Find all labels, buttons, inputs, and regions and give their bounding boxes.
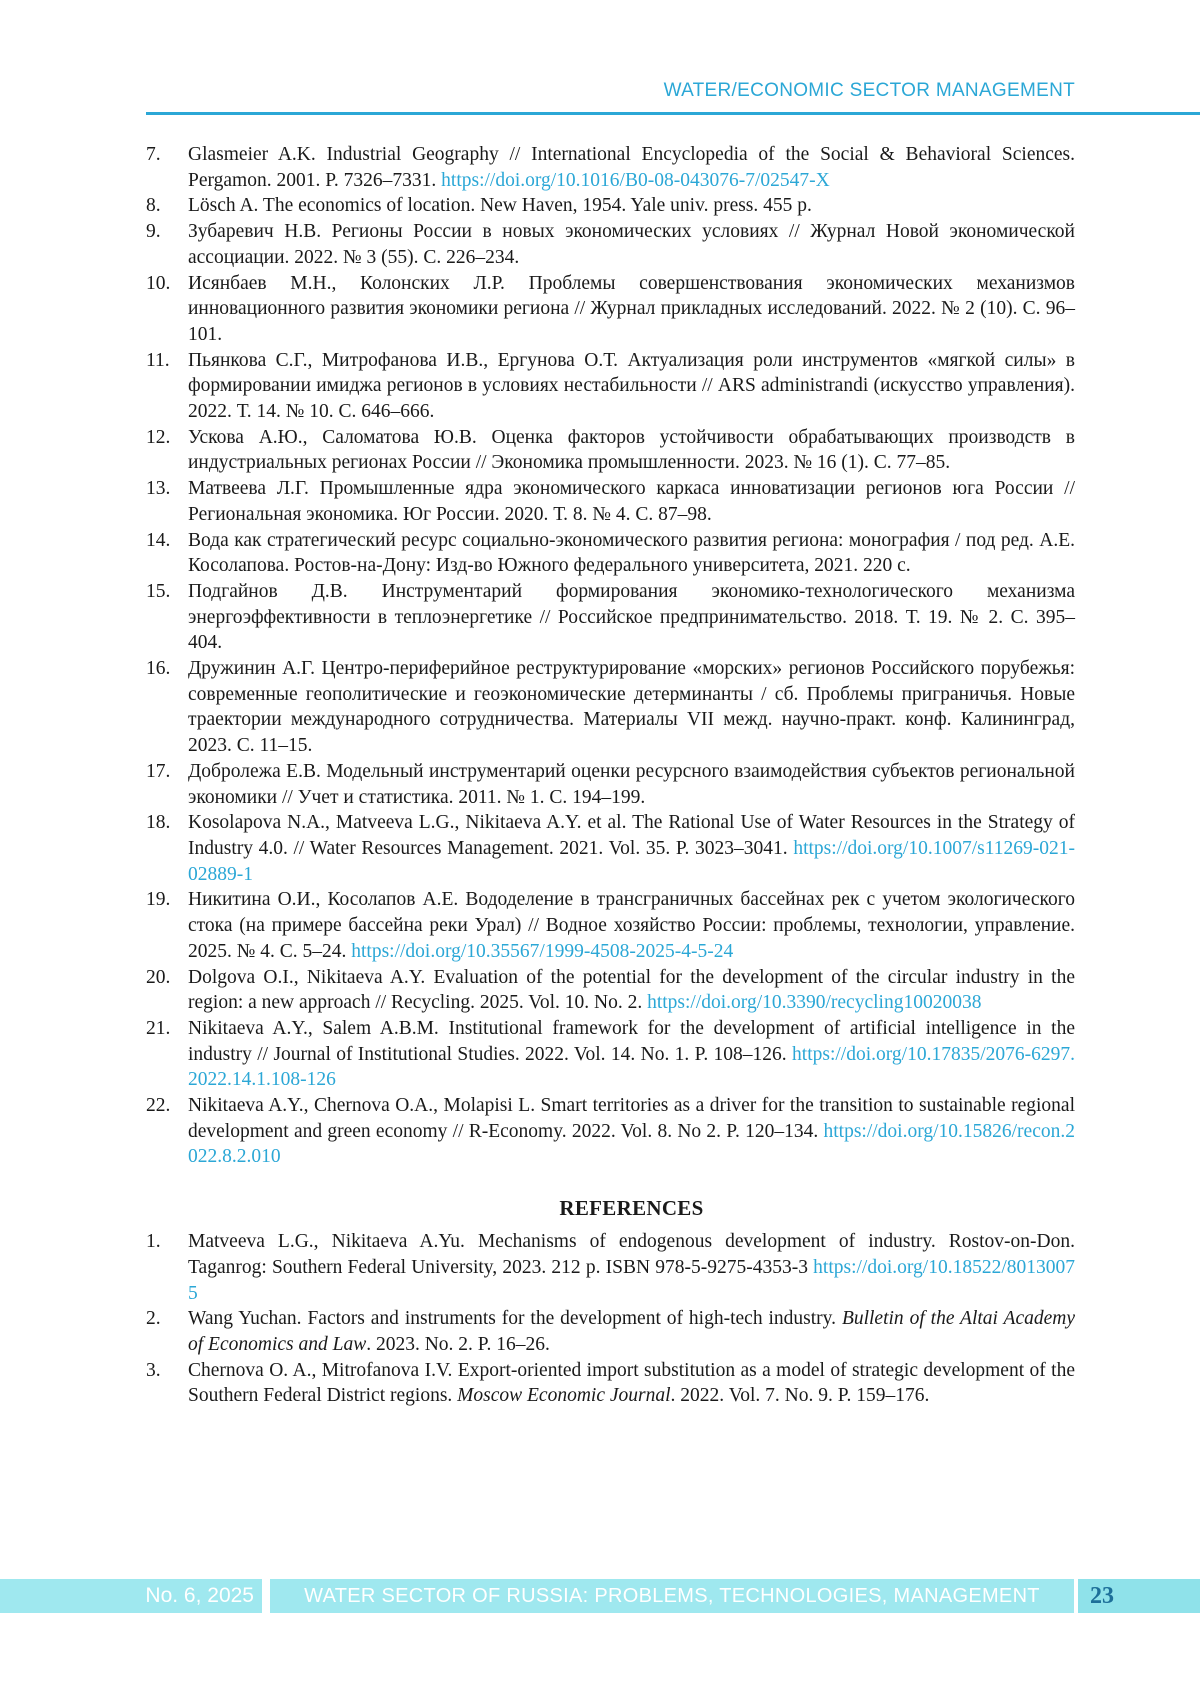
doi-link[interactable]: https://doi.org/10.18522/80130075 — [188, 1256, 1075, 1304]
reference-item — [146, 1358, 1075, 1409]
reference-item — [146, 1229, 1075, 1306]
reference-text: Glasmeier A.K. Industrial Geography // International Encyclopedia of the Social & Behavioral Sciences. Pergamon. 2001. P. 7326–7331. — [188, 144, 1075, 191]
reference-text: Пьянкова С.Г., Митрофанова И.В., Ергунова О.Т. Актуализация роли инструментов «мягкой силы» в формировании имиджа регионов в условиях нестабильности // ARS administrandi (искусство управления). 2022. Т. 14. № 10. С. 646–666. — [188, 349, 1075, 423]
reference-number: 7. — [146, 144, 161, 165]
reference-item — [146, 656, 1075, 759]
reference-number: 1. — [146, 1231, 161, 1253]
reference-number: 11. — [146, 349, 170, 371]
issue-label: No. 6, 2025 — [0, 1579, 262, 1613]
reference-item — [146, 528, 1075, 579]
reference-text: Nikitaeva A.Y., Chernova O.A., Molapisi L. Smart territories as a driver for the transition to sustainable regional development and green economy // R-Economy. 2022. Vol. 8. No 2. P. 120–134. — [188, 1095, 1075, 1142]
reference-text: Исянбаев М.Н., Колонских Л.Р. Проблемы совершенствования экономических механизмов инновационного развития экономики региона // Журнал прикладных исследований. 2022. № 2 (10). С. 96–101. — [188, 272, 1075, 345]
reference-number: 20. — [146, 966, 171, 988]
reference-number: 21. — [146, 1017, 171, 1039]
reference-number: 18. — [146, 812, 171, 834]
reference-item — [146, 810, 1075, 887]
reference-number: 3. — [146, 1359, 161, 1381]
reference-item — [146, 348, 1075, 425]
reference-text: Ускова А.Ю., Саломатова Ю.В. Оценка факторов устойчивости обрабатывающих производств в индустриальных регионах России // Экономика промышленности. 2023. № 16 (1). С. 77–85. — [188, 426, 1075, 474]
reference-text: Wang Yuchan. Factors and instruments for the development of high-tech industry. — [188, 1308, 842, 1330]
reference-item — [146, 219, 1075, 270]
reference-text: Lösch A. The economics of location. New Haven, 1954. Yale univ. press. 455 p. — [188, 195, 812, 217]
reference-text: Зубаревич Н.В. Регионы России в новых экономических условиях // Журнал Новой экономической ассоциации. 2022. № 3 (55). С. 226–234. — [188, 221, 1075, 268]
reference-text: Добролежа Е.В. Модельный инструментарий оценки ресурсного взаимодействия субъектов региональной экономики // Учет и статистика. 2011. № 1. С. 194–199. — [188, 760, 1075, 808]
reference-number: 14. — [146, 529, 171, 551]
reference-text: . 2023. No. 2. P. 16–26. — [366, 1333, 550, 1355]
reference-number: 13. — [146, 478, 171, 500]
reference-text: Chernova O. A., Mitrofanova I.V. Export-oriented import substitution as a model of strategic development of the Southern Federal District regions. — [188, 1359, 1075, 1407]
reference-number: 9. — [146, 221, 161, 243]
reference-text: Nikitaeva A.Y., Salem A.B.M. Institutional framework for the development of artificial intelligence in the industry // Journal of Institutional Studies. 2022. Vol. 14. No. 1. P. 108–126. — [188, 1017, 1075, 1065]
doi-link[interactable]: https://doi.org/10.1016/B0-08-043076-7/02547-X — [441, 169, 830, 191]
reference-item — [146, 425, 1075, 476]
reference-list — [146, 142, 1075, 1409]
reference-item — [146, 759, 1075, 810]
doi-link[interactable]: https://doi.org/10.35567/1999-4508-2025-4-5-24 — [351, 940, 734, 962]
reference-number: 10. — [146, 272, 171, 294]
reference-item — [146, 965, 1075, 1016]
reference-text: Dolgova O.I., Nikitaeva A.Y. Evaluation of the potential for the development of the circular industry in the region: a new approach // Recycling. 2025. Vol. 10. No. 2. — [188, 966, 1075, 1014]
doi-link[interactable]: https://doi.org/10.3390/recycling10020038 — [647, 992, 982, 1014]
reference-item — [146, 271, 1075, 348]
reference-number: 8. — [146, 195, 161, 217]
reference-item — [146, 1093, 1075, 1170]
reference-number: 15. — [146, 580, 171, 602]
references-heading: REFERENCES — [559, 1196, 704, 1221]
reference-item — [146, 142, 1075, 193]
section-title: WATER/ECONOMIC SECTOR MANAGEMENT — [663, 80, 1075, 101]
reference-item — [146, 1016, 1075, 1093]
page-footer — [0, 1579, 1200, 1613]
journal-name: Moscow Economic Journal — [457, 1385, 671, 1407]
journal-name: Bulletin of the Altai Academy of Economics and Law — [188, 1308, 1075, 1355]
reference-item — [146, 193, 1075, 219]
doi-link[interactable]: https://doi.org/10.17835/2076-6297.2022.14.1.108-126 — [188, 1043, 1075, 1091]
reference-text: Matveeva L.G., Nikitaeva A.Yu. Mechanisms of endogenous development of industry. Rostov-on-Don. Taganrog: Southern Federal University, 2023. 212 p. ISBN 978-5-9275-4353-3 — [188, 1231, 1075, 1278]
reference-text: Вода как стратегический ресурс социально-экономического развития региона: монография / под ред. А.Е. Косолапова. Ростов-на-Дону: Изд-во Южного федерального университета, 2021. 220 с. — [188, 529, 1075, 577]
doi-link[interactable]: https://doi.org/10.15826/recon.2022.8.2.010 — [188, 1120, 1075, 1168]
reference-number: 2. — [146, 1308, 161, 1330]
reference-text: Никитина О.И., Косолапов А.Е. Вододеление в трансграничных бассейнах рек с учетом экологического стока (на примере бассейна реки Урал) // Водное хозяйство России: проблемы, технологии, управление. 2025. № 4. С. 5–24. — [188, 889, 1075, 962]
page-number: 23 — [1078, 1579, 1200, 1613]
reference-number: 22. — [146, 1095, 171, 1117]
reference-item — [146, 579, 1075, 656]
reference-number: 19. — [146, 889, 171, 911]
doi-link[interactable]: https://doi.org/10.1007/s11269-021-02889-1 — [188, 837, 1075, 885]
running-header — [146, 78, 1200, 115]
reference-text: Дружинин А.Г. Центро-периферийное реструктурирование «морских» регионов Российского порубежья: современные геополитические и геоэкономические детерминанты / сб. Проблемы приграничья. Новые траектории международного сотрудничества. Материалы VII межд. научно-практ. конф. Калининград, 2023. С. 11–15. — [188, 658, 1075, 757]
journal-title: WATER SECTOR OF RUSSIA: PROBLEMS, TECHNOLOGIES, MANAGEMENT — [270, 1579, 1074, 1613]
reference-text: Подгайнов Д.В. Инструментарий формирования экономико-технологического механизма энергоэффективности в теплоэнергетике // Российское предпринимательство. 2018. Т. 19. № 2. С. 395–404. — [188, 580, 1075, 654]
reference-number: 17. — [146, 760, 171, 782]
reference-item — [146, 476, 1075, 527]
reference-text: . 2022. Vol. 7. No. 9. P. 159–176. — [670, 1385, 930, 1407]
reference-text: Матвеева Л.Г. Промышленные ядра экономического каркаса инноватизации регионов юга России // Региональная экономика. Юг России. 2020. Т. 8. № 4. С. 87–98. — [188, 478, 1075, 525]
reference-number: 16. — [146, 658, 171, 680]
reference-number: 12. — [146, 426, 171, 448]
reference-item — [146, 1306, 1075, 1357]
reference-item — [146, 887, 1075, 964]
reference-text: Kosolapova N.A., Matveeva L.G., Nikitaeva A.Y. et al. The Rational Use of Water Resources in the Strategy of Industry 4.0. // Water Resources Management. 2021. Vol. 35. P. 3023–3041. — [188, 812, 1075, 859]
